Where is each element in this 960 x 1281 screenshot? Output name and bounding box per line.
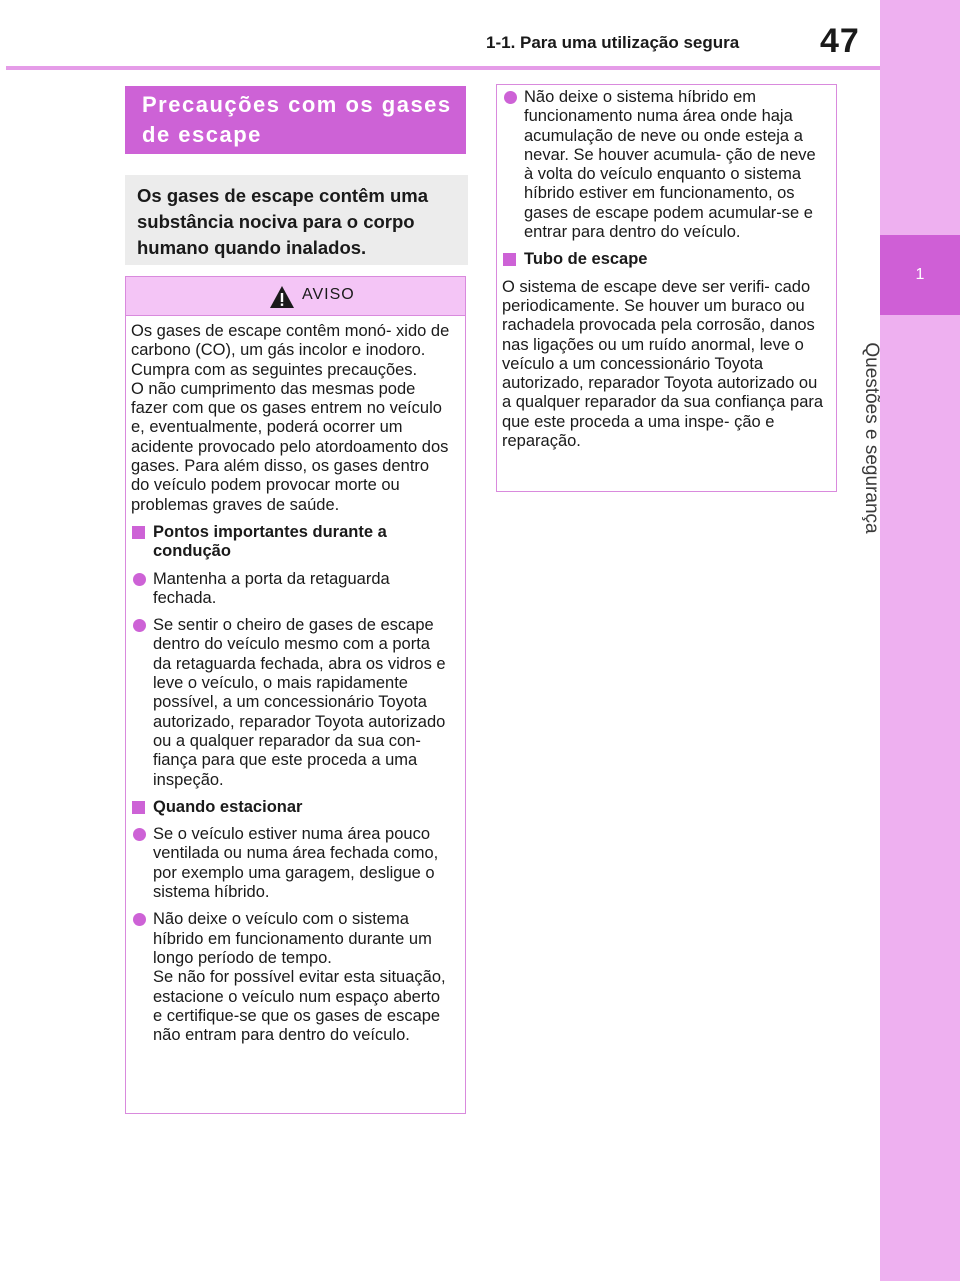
circle-bullet-icon [504,91,517,104]
page-number: 47 [820,22,860,60]
square-bullet-icon [503,253,516,266]
square-bullet-icon [132,526,145,539]
list-item: Se sentir o cheiro de gases de escape dentro do veículo mesmo com a porta da retaguarda fechada, abra os vidros e leve o veículo, o mais rapidamente possível, a um concessionário Toyota autorizado, reparador Toyota autorizado ou a qualquer reparador da sua con- fiança para que este proceda a uma inspeção. [131,616,451,790]
chapter-title: Questões e segurança [861,342,882,534]
list-item: Mantenha a porta da retaguarda fechada. [131,570,451,609]
summary-text: Os gases de escape contêm uma substância nociva para o corpo humano quando inalados. [137,185,428,258]
chapter-number: 1 [915,266,925,283]
exhaust-heading: Tubo de escape [502,250,824,269]
section-heading [125,86,466,154]
chapter-number-box [880,235,960,315]
list-item: Não deixe o veículo com o sistema híbrido em funcionamento durante um longo período de tempo. Se não for possível evitar esta situação, estacione o veículo num espaço aberto e certifique-se que os gases de escape não entram para dentro do veículo. [131,910,451,1045]
exhaust-text: O sistema de escape deve ser verifi- cado periodicamente. Se houver um buraco ou rachadela provocada pela corrosão, danos nas ligações ou um ruído anormal, leve o veículo a um concessionário Toyota autorizado, reparador Toyota autorizado ou a qualquer reparador da sua confiança para que este proceda a uma inspe- ção e reparação. [502,277,824,451]
list-item: Não deixe o sistema híbrido em funcionamento numa área onde haja acumulação de neve ou onde esteja a nevar. Se houver acumula- ção de neve à volta do veículo enquanto o sistema híbrido estiver em funcionamento, os gases de escape podem acumular-se e entrar para dentro do veículo. [502,88,824,242]
warning-header [126,277,465,316]
circle-bullet-icon [133,828,146,841]
warning-body-right [502,88,824,451]
summary-box [125,175,468,265]
side-tab [880,0,960,1281]
warning-triangle-icon [269,285,295,309]
driving-heading: Pontos importantes durante a condução [131,523,451,562]
circle-bullet-icon [133,913,146,926]
list-item: Se o veículo estiver numa área pouco ventilada ou numa área fechada como, por exemplo uma garagem, desligue o sistema híbrido. [131,825,451,902]
parking-heading: Quando estacionar [131,798,451,817]
running-header: 1-1. Para uma utilização segura [486,33,740,52]
circle-bullet-icon [133,619,146,632]
header-rule [6,66,880,70]
warning-body-left [131,322,451,1045]
circle-bullet-icon [133,573,146,586]
warning-title: AVISO [302,286,355,303]
square-bullet-icon [132,801,145,814]
warning-intro: Os gases de escape contêm monó- xido de carbono (CO), um gás incolor e inodoro. Cumpra com as seguintes precauções. [131,322,450,379]
section-heading-text: Precauções com os gases de escape [142,92,452,147]
warning-consequence: O não cumprimento das mesmas pode fazer com que os gases entrem no veículo e, eventualmente, poderá ocorrer um acidente provocado pelo atordoamento dos gases. Para além disso, os gases dentro do veículo podem provocar morte ou problemas graves de saúde. [131,379,449,514]
